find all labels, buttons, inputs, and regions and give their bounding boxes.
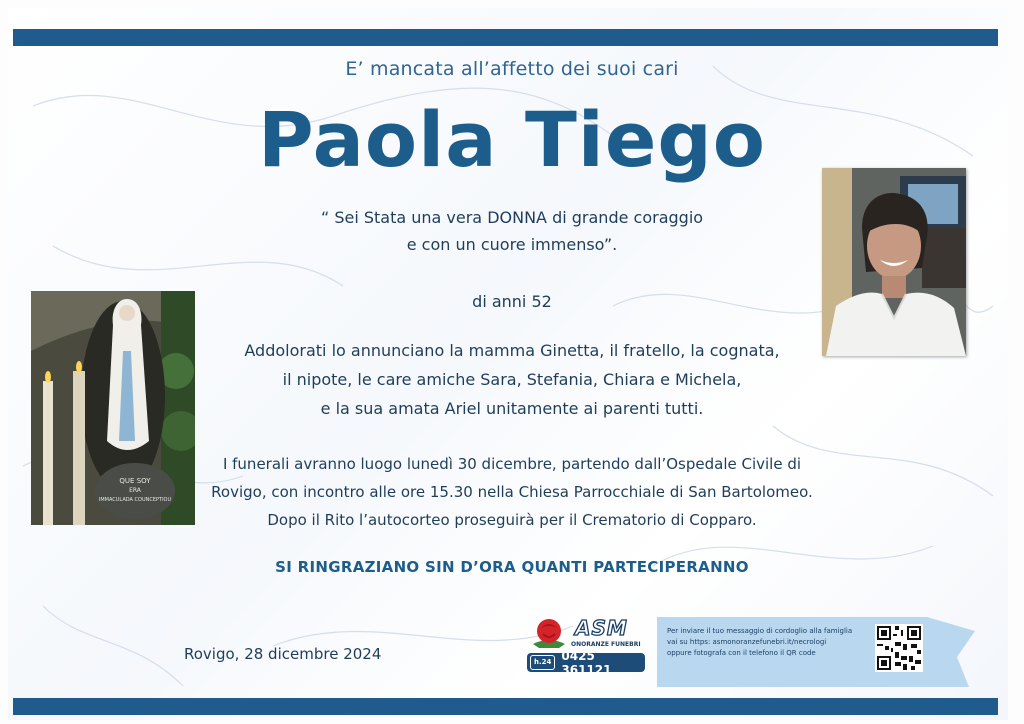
plaque-text-line: ERA	[129, 487, 141, 494]
portrait-photo	[822, 168, 966, 356]
instruction-line: Per inviare il tuo messaggio di cordoglio alla famiglia	[667, 627, 853, 635]
funeral-home-logo	[527, 616, 647, 677]
top-border-bar	[13, 29, 998, 46]
condolence-instructions	[667, 626, 867, 659]
rose-icon	[529, 616, 569, 650]
qr-code[interactable]	[875, 624, 923, 672]
deceased-name: Paola Tiego	[257, 95, 766, 184]
bottom-border-bar	[13, 698, 998, 715]
asm-subtitle: ONORANZE FUNEBRI	[571, 641, 641, 648]
madonna-photo	[31, 291, 195, 525]
instruction-line: vai su https: asmonoranzefunebri.it/necrologi	[667, 638, 827, 646]
thanks-text: SI RINGRAZIANO SIN D’ORA QUANTI PARTECIPERANNO	[275, 558, 749, 576]
instruction-line: oppure fotografa con il telefono il QR code	[667, 649, 816, 657]
asm-logo-text: ASM	[575, 616, 628, 640]
age-text: di anni 52	[472, 292, 552, 311]
phone-number: 0425 361121	[561, 648, 612, 677]
funeral-line: Rovigo, con incontro alle ore 15.30 nella Chiesa Parrocchiale di San Bartolomeo.	[211, 483, 813, 501]
plaque-text-line: IMMACULADA COUNCEPTIOU	[98, 497, 172, 503]
announce-line: Addolorati lo annunciano la mamma Ginetta, il fratello, la cognata,	[244, 341, 780, 360]
quote-line: “ Sei Stata una vera DONNA di grande coraggio	[320, 208, 704, 227]
funeral-line: Dopo il Rito l’autocorteo proseguirà per il Crematorio di Copparo.	[267, 511, 757, 529]
phone-number-badge	[527, 648, 645, 677]
announce-line: il nipote, le care amiche Sara, Stefania, Chiara e Michela,	[282, 370, 742, 389]
hours-badge: h.24	[530, 655, 555, 670]
quote-line: e con un cuore immenso”.	[406, 235, 618, 254]
announce-line: e la sua amata Ariel unitamente ai parenti tutti.	[320, 399, 704, 418]
funeral-line: I funerali avranno luogo lunedì 30 dicembre, partendo dall’Ospedale Civile di	[222, 455, 802, 473]
plaque-text-line: QUE SOY	[119, 477, 151, 485]
intro-text: E’ mancata all’affetto dei suoi cari	[345, 58, 679, 80]
notice-date: Rovigo, 28 dicembre 2024	[184, 645, 382, 663]
